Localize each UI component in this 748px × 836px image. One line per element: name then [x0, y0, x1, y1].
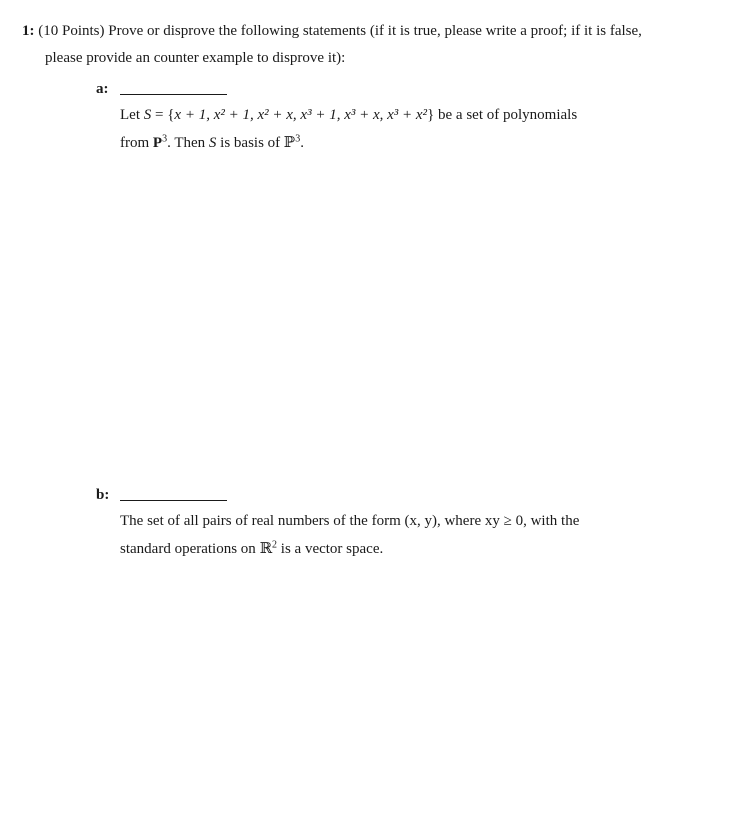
- part-b-text-standard: standard operations on: [120, 541, 260, 557]
- part-a-label: a:: [96, 81, 109, 97]
- part-b-answer-blank[interactable]: [120, 500, 227, 501]
- part-a-set-close: }: [427, 107, 435, 123]
- part-a-text-then: . Then: [167, 135, 209, 151]
- part-a-text-basis: is basis of: [216, 135, 284, 151]
- part-a-space-bold: P: [152, 135, 163, 151]
- part-a-set-elements: x + 1, x² + 1, x² + x, x³ + 1, x³ + x, x³ + x²: [174, 107, 428, 123]
- question-points: (10 Points): [38, 23, 105, 39]
- part-b-text-vector-space: is a vector space.: [277, 541, 384, 557]
- part-a-space-exp: 3: [162, 133, 168, 145]
- part-b-space-bb: ℝ: [259, 539, 273, 557]
- part-a-text-let: Let: [120, 107, 140, 123]
- part-a-equals: = {: [151, 107, 175, 123]
- question-number: 1:: [22, 23, 35, 39]
- part-a-set-symbol-2: S: [208, 135, 217, 151]
- question-line-2: [45, 48, 345, 68]
- part-b-text-1: The set of all pairs of real numbers of the form (x, y), where xy ≥ 0, with the: [120, 513, 580, 529]
- part-b-statement-line-2: [120, 538, 383, 559]
- part-a-set-symbol: S: [143, 107, 152, 123]
- part-a-text-polynomials: be a set of polynomials: [434, 107, 578, 123]
- part-a-statement-line-2: [120, 132, 304, 153]
- part-a-space-bb-exp: 3: [295, 133, 301, 145]
- part-a-period: .: [300, 135, 304, 151]
- question-instruction-1: Prove or disprove the following statements (if it is true, please write a proof; if it is false,: [108, 23, 642, 39]
- part-b-statement-line-1: [120, 511, 579, 531]
- part-a-statement-line-1: [120, 105, 577, 125]
- question-line-1: [22, 21, 642, 41]
- part-b-label: b:: [96, 487, 110, 503]
- question-instruction-2: please provide an counter example to disprove it):: [45, 50, 346, 66]
- part-a-answer-blank[interactable]: [120, 94, 227, 95]
- part-b-space-bb-exp: 2: [272, 539, 278, 551]
- part-a-text-from: from: [120, 135, 153, 151]
- part-a-space-bb: ℙ: [283, 133, 296, 151]
